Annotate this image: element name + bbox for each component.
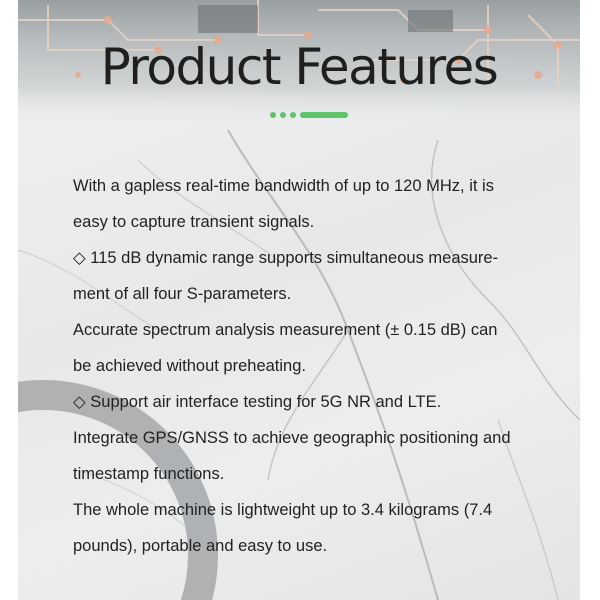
- text-line: Integrate GPS/GNSS to achieve geographic positioning and: [73, 429, 511, 447]
- text-line: pounds), portable and easy to use.: [73, 537, 328, 555]
- text-line: ◇ 115 dB dynamic range supports simultaneous measure-: [73, 249, 499, 267]
- text-line: ment of all four S-parameters.: [73, 285, 292, 303]
- accent-dot: [290, 112, 296, 118]
- text-line: be achieved without preheating.: [73, 357, 306, 375]
- text-line: Accurate spectrum analysis measurement (± 0.15 dB) can: [73, 321, 498, 339]
- accent-dash: [300, 112, 348, 118]
- text-line: With a gapless real-time bandwidth of up to 120 MHz, it is: [73, 177, 494, 195]
- text-line: The whole machine is lightweight up to 3.4 kilograms (7.4: [73, 501, 493, 519]
- accent-dot: [280, 112, 286, 118]
- feature-text: [73, 168, 553, 564]
- text-line: easy to capture transient signals.: [73, 213, 315, 231]
- accent-dot: [270, 112, 276, 118]
- text-line: timestamp functions.: [73, 465, 225, 483]
- page-title: Product Features: [100, 38, 498, 96]
- feature-panel: [18, 0, 580, 600]
- text-line: ◇ Support air interface testing for 5G NR and LTE.: [73, 393, 442, 411]
